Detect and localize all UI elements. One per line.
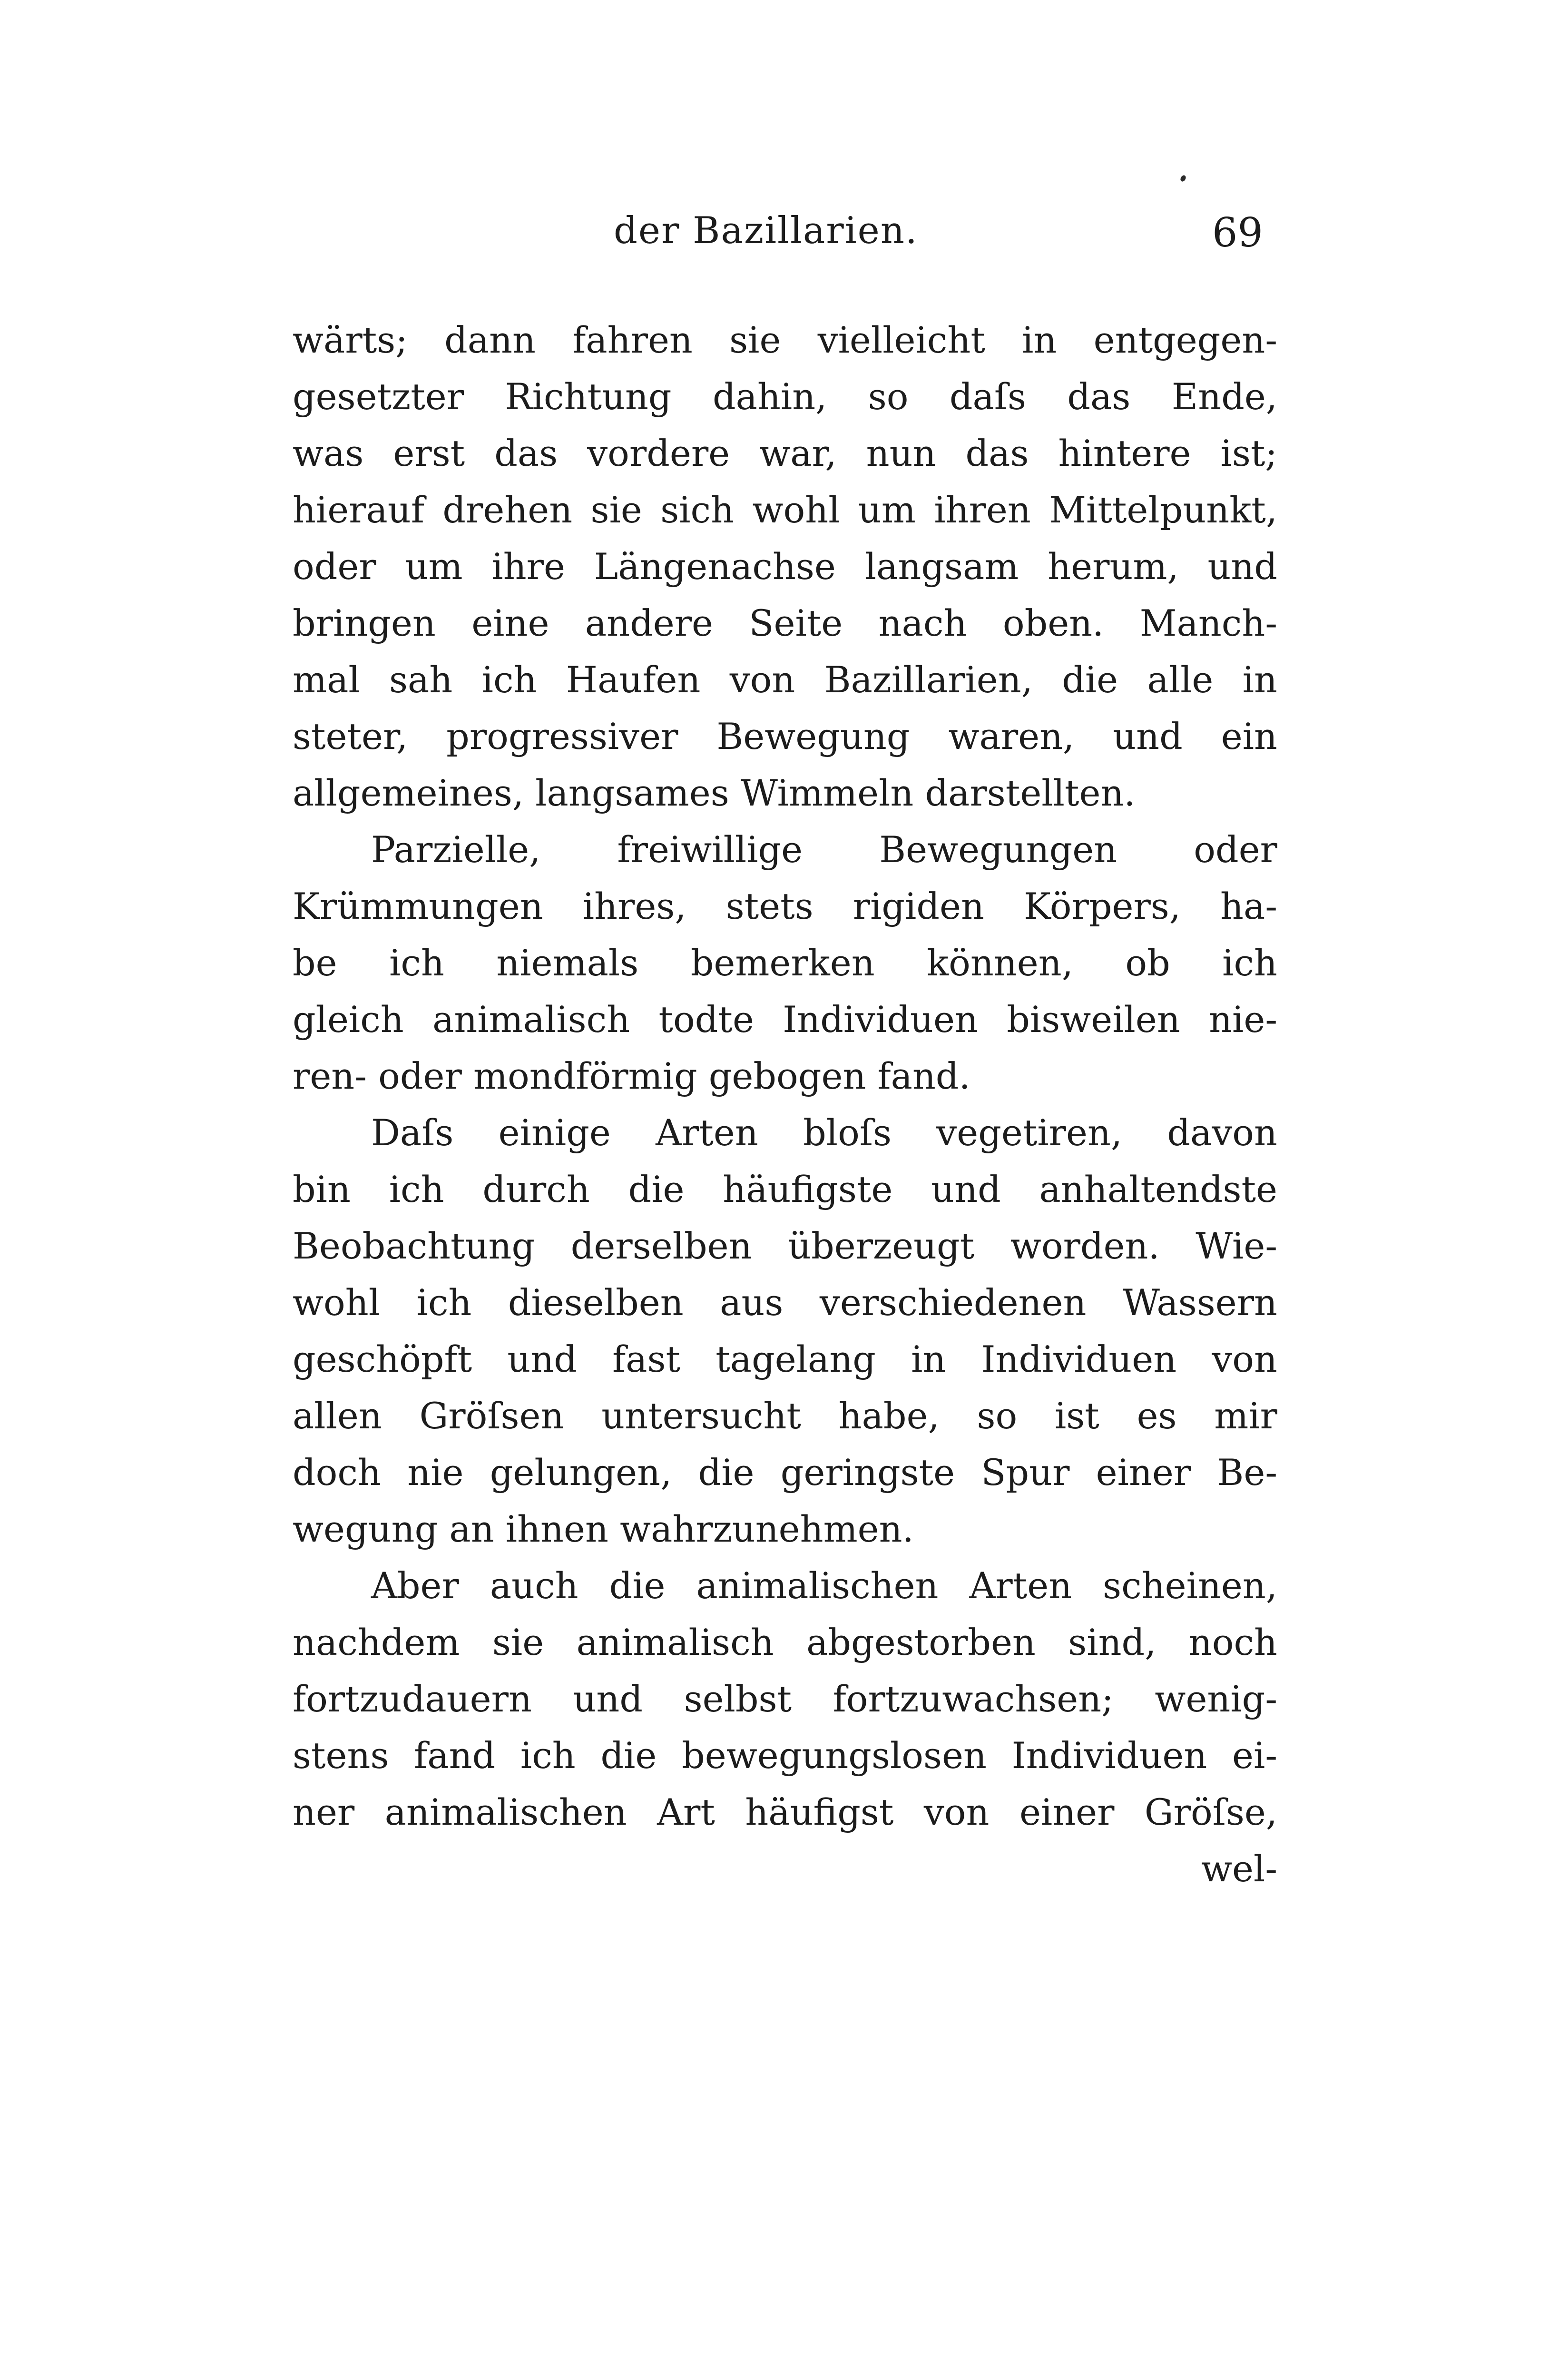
text-line: wohl ich dieselben aus verschiedenen Wassern: [293, 1281, 1277, 1324]
paragraph-first-line: Parzielle, freiwillige Bewegungen oder: [371, 828, 1277, 871]
text-line: steter, progressiver Bewegung waren, und ein: [293, 715, 1277, 757]
paragraph-first-line: Aber auch die animalischen Arten scheinen,: [371, 1564, 1277, 1607]
text-line: doch nie gelungen, die geringste Spur einer Be-: [293, 1451, 1277, 1494]
body-text: [293, 312, 1277, 2281]
text-line: wegung an ihnen wahrzunehmen.: [293, 1508, 914, 1550]
text-line: fortzudauern und selbst fortzuwachsen; wenig-: [293, 1678, 1277, 1720]
text-line: oder um ihre Längenachse langsam herum, und: [293, 545, 1277, 588]
running-head: [0, 209, 1568, 271]
text-line: wärts; dann fahren sie vielleicht in entgegen-: [293, 319, 1277, 361]
text-line: was erst das vordere war, nun das hintere ist;: [293, 432, 1277, 474]
page-number: 69: [1212, 209, 1263, 256]
text-line: mal sah ich Haufen von Bazillarien, die alle in: [293, 659, 1277, 701]
text-line: bin ich durch die häufigste und anhaltendste: [293, 1168, 1277, 1210]
text-line: ner animalischen Art häufigst von einer Gröſse,: [293, 1791, 1277, 1833]
text-line: be ich niemals bemerken können, ob ich: [293, 942, 1277, 984]
text-line: gleich animalisch todte Individuen bisweilen nie-: [293, 998, 1277, 1041]
text-line: geschöpft und fast tagelang in Individuen von: [293, 1338, 1277, 1380]
ink-speck: [1179, 174, 1187, 182]
text-line: hierauf drehen sie sich wohl um ihren Mittelpunkt,: [293, 489, 1277, 531]
text-line: bringen eine andere Seite nach oben. Manch-: [293, 602, 1277, 644]
running-title: der Bazillarien.: [614, 209, 918, 252]
catchword: wel-: [1201, 1848, 1277, 1890]
text-line: ren- oder mondförmig gebogen fand.: [293, 1055, 970, 1097]
text-line: allgemeines, langsames Wimmeln darstellten.: [293, 772, 1136, 814]
text-line: nachdem sie animalisch abgestorben sind, noch: [293, 1621, 1277, 1663]
text-line: allen Gröſsen untersucht habe, so ist es mir: [293, 1395, 1277, 1437]
text-line: Krümmungen ihres, stets rigiden Körpers, ha-: [293, 885, 1277, 927]
text-line: Beobachtung derselben überzeugt worden. Wie-: [293, 1225, 1277, 1267]
text-line: gesetzter Richtung dahin, so daſs das Ende,: [293, 375, 1277, 418]
text-line: stens fand ich die bewegungslosen Individuen ei-: [293, 1734, 1277, 1777]
paragraph-first-line: Daſs einige Arten bloſs vegetiren, davon: [371, 1111, 1277, 1154]
